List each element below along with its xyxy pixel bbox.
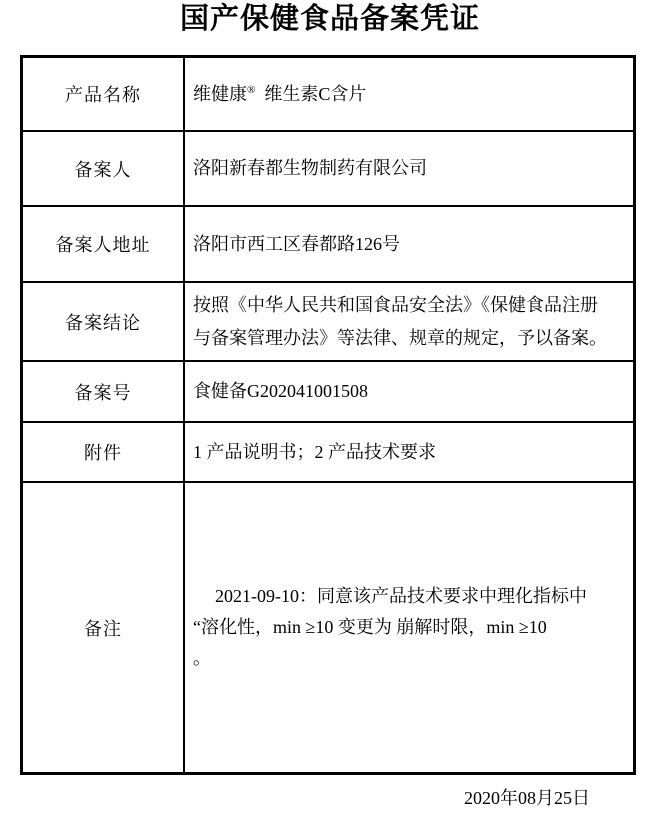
table-row-remarks <box>23 483 633 772</box>
row-label-filer: 备案人 <box>23 132 185 205</box>
document-title: 国产保健食品备案凭证 <box>179 3 480 35</box>
product-generic-name: 维生素C含片 <box>264 83 367 104</box>
table-row-filer-address <box>23 207 633 283</box>
table-row-filer <box>23 132 633 207</box>
row-value-filing-number <box>185 362 633 421</box>
row-label-remarks: 备注 <box>23 483 185 772</box>
conclusion-line-1: 按照《中华人民共和国食品安全法》《保健食品注册 <box>193 294 598 315</box>
row-value-filer-address <box>185 207 633 281</box>
table-row-attachments <box>23 423 633 483</box>
filer-name: 洛阳新春都生物制药有限公司 <box>193 158 427 178</box>
row-label-conclusion: 备案结论 <box>23 283 185 360</box>
table-row-product-name <box>23 58 633 132</box>
remark-line-1: 2021-09-10：同意该产品技术要求中理化指标中 <box>215 586 587 606</box>
registered-mark: ® <box>247 83 256 96</box>
attachments-list: 1 产品说明书；2 产品技术要求 <box>193 441 436 462</box>
remark-line-2: “溶化性，min ≥10 变更为 崩解时限，min ≥10 <box>193 617 547 637</box>
row-label-filer-address: 备案人地址 <box>23 207 185 281</box>
product-brand: 维健康 <box>193 83 247 104</box>
table-row-filing-number <box>23 362 633 423</box>
conclusion-line-2: 与备案管理办法》等法律、规章的规定，予以备案。 <box>193 327 607 348</box>
product-name-text <box>193 78 627 111</box>
row-value-product-name <box>185 58 633 130</box>
filing-number: 食健备G202041001508 <box>193 381 368 401</box>
row-value-filer <box>185 132 633 205</box>
filing-table <box>20 55 636 775</box>
row-label-filing-number: 备案号 <box>23 362 185 421</box>
table-row-conclusion <box>23 283 633 362</box>
row-value-conclusion <box>185 283 633 360</box>
issue-date: 2020年08月25日 <box>464 788 590 808</box>
row-value-attachments <box>185 423 633 481</box>
row-label-product-name: 产品名称 <box>23 58 185 130</box>
filer-address: 洛阳市西工区春都路126号 <box>193 233 400 254</box>
remark-line-3: 。 <box>193 648 211 668</box>
row-value-remarks <box>185 483 633 772</box>
row-label-attachments: 附件 <box>23 423 185 481</box>
